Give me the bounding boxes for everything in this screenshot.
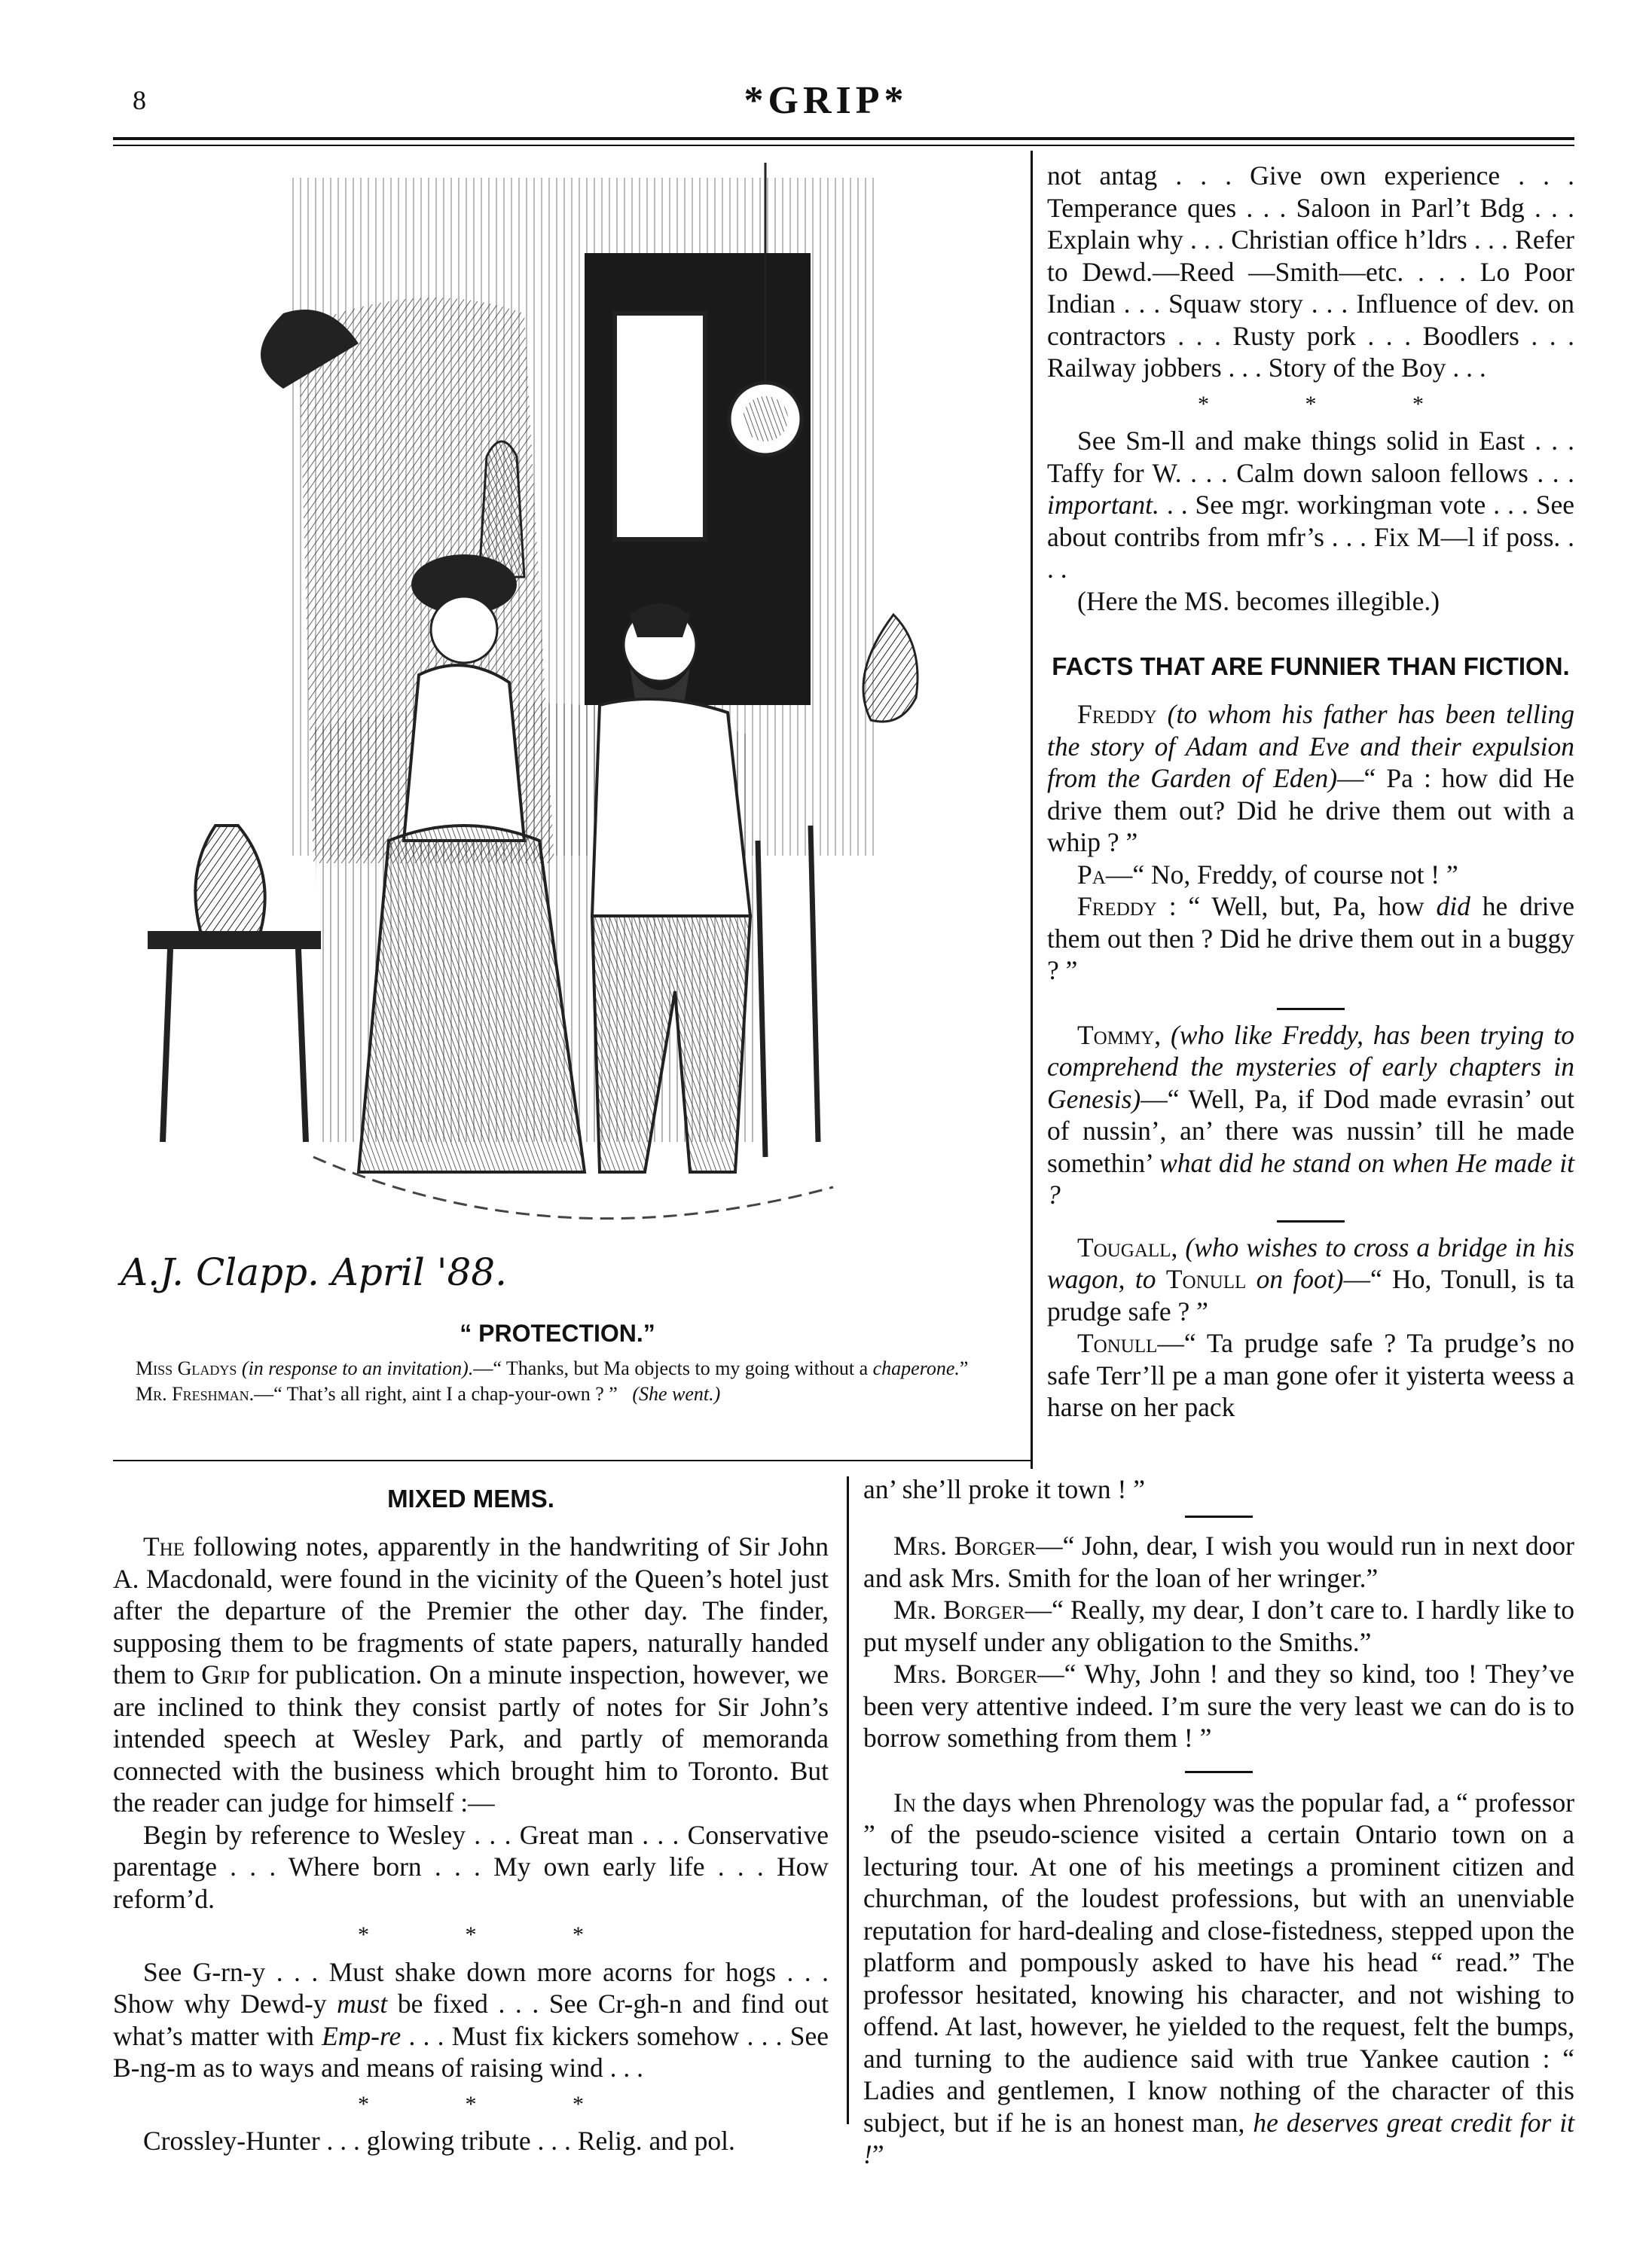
phrenology-italic: he deserves great credit for it ! bbox=[863, 2107, 1574, 2169]
freddy2-b: he drive them out then ? Did he drive them out in a buggy ? ” bbox=[1047, 891, 1575, 985]
mixed-mems-intro-b: for publication. On a minute inspection, however, we are inclined to think they consist partly of notes for Sir John’s intended speech at Wesley Park, and partly of memoranda connected with the business which brought him to Toronto. But the reader can judge for himself :— bbox=[113, 1659, 829, 1818]
notes-continued-para2 bbox=[1047, 425, 1574, 585]
mr-borger-line: —“ Really, my dear, I don’t care to. I hardly like to put myself under any obligation to the Smiths.” bbox=[863, 1595, 1574, 1657]
masthead-title: *GRIP* bbox=[744, 79, 908, 122]
protection-illustration bbox=[133, 163, 991, 1308]
right-column-bottom bbox=[863, 1511, 1574, 2171]
divider bbox=[1185, 1516, 1253, 1518]
speaker-gladys: Miss Gladys bbox=[136, 1357, 237, 1379]
mixed-mems-stars-1: * * * bbox=[358, 1922, 629, 1947]
gladys-close: ” bbox=[959, 1357, 969, 1379]
pa-para bbox=[1047, 859, 1574, 891]
speaker-freshman: Mr. Freshman. bbox=[136, 1383, 255, 1405]
notes-illegible: (Here the MS. becomes illegible.) bbox=[1077, 585, 1440, 616]
tougall-para bbox=[1047, 1232, 1574, 1328]
mixed-mems-intro bbox=[113, 1531, 829, 1819]
freddy-direction: (to whom his father has been telling the story of Adam and Eve and their expulsion from the Garden of Eden) bbox=[1047, 699, 1575, 793]
gladys-chaperone: chaperone. bbox=[872, 1357, 960, 1379]
mrs-borger-name-2: Mrs. Borger bbox=[893, 1659, 1038, 1689]
para2-b: be fixed . . . See Cr-gh-n and find out what’s matter with bbox=[113, 1989, 829, 2051]
mixed-mems-column bbox=[113, 1476, 829, 2157]
freddy-line: —“ Pa : how did He drive them out? Did he drive them out with a whip ? ” bbox=[1047, 763, 1574, 857]
mixed-mems-dropcap: The bbox=[143, 1531, 185, 1561]
borger-mrs1 bbox=[863, 1530, 1574, 1594]
mrs-borger-line1: —“ John, dear, I wish you would run in next door and ask Mrs. Smith for the loan of her wringer.” bbox=[863, 1531, 1574, 1593]
mixed-mems-para1: Begin by reference to Wesley . . . Great man . . . Conservative parentage . . . Where born . . . My own early life . . . How reform’d. bbox=[113, 1819, 829, 1914]
tonull-para bbox=[1047, 1327, 1574, 1424]
section-stars: * * * bbox=[1198, 391, 1469, 417]
column-divider-upper bbox=[1031, 151, 1033, 1469]
header-rule bbox=[113, 137, 1574, 140]
phrenology-dropcap: In bbox=[893, 1787, 916, 1818]
tommy-a: —“ Well, Pa, if Dod made evrasin’ out of nussin’, an’ there was nussin’ till he made somethin’ bbox=[1047, 1083, 1574, 1178]
freshman-text: —“ That’s all right, aint I a chap-your-own ? ” bbox=[254, 1383, 618, 1405]
para2-text-b: . . See mgr. workingman vote . . . See about contribs from mfr’s . . . Fix M—l if poss. . . . bbox=[1047, 490, 1574, 584]
pa-name: Pa bbox=[1077, 859, 1106, 890]
caption-line-gladys bbox=[136, 1356, 1002, 1381]
mrs-borger-line2: —“ Why, John ! and they so kind, too ! They’ve been very attentive indeed. I’m sure the very least we can do is to borrow something from them ! ” bbox=[863, 1659, 1574, 1753]
right-column-top bbox=[1047, 160, 1574, 1424]
freshman-direction: (She went.) bbox=[632, 1383, 721, 1405]
freddy2-para bbox=[1047, 890, 1574, 987]
header-rule-inner bbox=[113, 145, 1574, 146]
borger-mr bbox=[863, 1594, 1574, 1658]
illustration-bottom-rule bbox=[113, 1460, 1032, 1461]
mrs-borger-name: Mrs. Borger bbox=[893, 1531, 1037, 1561]
gladys-text: —“ Thanks, but Ma objects to my going without a bbox=[473, 1357, 869, 1379]
pa-line: —“ No, Freddy, of course not ! ” bbox=[1105, 859, 1458, 890]
tonull-line: —“ Ta prudge safe ? Ta prudge’s no safe Terr’ll pe a man gone ofer it yisterta weess a harse on her pack bbox=[1047, 1328, 1574, 1422]
gladys-direction: (in response to an invitation). bbox=[241, 1357, 474, 1379]
divider bbox=[1277, 1220, 1345, 1223]
tougall-tonull: Tonull bbox=[1165, 1264, 1247, 1294]
freddy2-a: : “ Well, but, Pa, how bbox=[1168, 891, 1425, 921]
notes-continued-para1: not antag . . . Give own experience . . . Temperance ques . . . Saloon in Parl’t Bdg . . . Explain why . . . Christian office h’ldrs . . . Refer to Dewd.—Reed —Smith—etc. . . . Lo Poor Indian . . . Squaw story . . . Influence of dev. on contractors . . . Rusty pork . . . Boodlers . . . Railway jobbers . . . Story of the Boy . . . bbox=[1047, 160, 1574, 383]
para2-empire: Emp-re bbox=[322, 2020, 402, 2051]
freddy2-name: Freddy bbox=[1077, 891, 1157, 921]
phrenology-text: the days when Phrenology was the popular fad, a “ professor ” of the pseudo-science visited a certain Ontario town on a lecturing tour. At one of his meetings a prominent citizen and churchman, of the loudest professions, but with an unenviable reputation for hard-dealing and close-fistedness, stepped upon the platform and pompously asked to have his head “ read.” The professor hesitated, knowing his character, and not wishing to offend. At last, however, he yielded to the request, felt the bumps, and turning to the audience said with true Yankee caution : “ Ladies and gentlemen, I know nothing of the character of this subject, but if he is an honest man, bbox=[863, 1787, 1575, 2138]
tommy-name: Tommy, bbox=[1077, 1019, 1162, 1050]
divider bbox=[1277, 1008, 1345, 1010]
para2-text-a: See Sm-ll and make things solid in East . . . Taffy for W. . . . Calm down saloon fellows . . . bbox=[1047, 426, 1574, 488]
facts-heading: FACTS THAT ARE FUNNIER THAN FICTION. bbox=[1052, 652, 1570, 680]
mixed-mems-para2 bbox=[113, 1956, 829, 2084]
mixed-mems-grip: Grip bbox=[201, 1659, 250, 1690]
artist-signature: A.J. Clapp. April '88. bbox=[121, 1250, 507, 1294]
tommy-italic: what did he stand on when He made it ? bbox=[1047, 1147, 1575, 1210]
mixed-mems-stars-2: * * * bbox=[358, 2091, 629, 2117]
mixed-mems-para3: Crossley-Hunter . . . glowing tribute . . . Relig. and pol. bbox=[143, 2126, 735, 2156]
column-divider-lower bbox=[847, 1476, 849, 2124]
borger-mrs2 bbox=[863, 1658, 1574, 1754]
tougall-direction: (who wishes to cross a bridge in his wagon, to bbox=[1047, 1232, 1575, 1294]
tonull-tail: an’ she’ll proke it town ! ” bbox=[863, 1474, 1145, 1504]
tougall-name: Tougall, bbox=[1077, 1232, 1178, 1262]
illustration-caption bbox=[136, 1356, 1002, 1407]
mr-borger-name: Mr. Borger bbox=[893, 1595, 1025, 1625]
mixed-mems-heading: MIXED MEMS. bbox=[387, 1485, 554, 1513]
illustration-caption-title: “ PROTECTION.” bbox=[460, 1320, 655, 1347]
para2-must: must bbox=[337, 1989, 388, 2019]
freddy2-did: did bbox=[1436, 891, 1470, 921]
tommy-direction: (who like Freddy, has been trying to comprehend the mysteries of early chapters in Genesis) bbox=[1047, 1019, 1575, 1114]
freddy-name: Freddy bbox=[1077, 699, 1157, 729]
tougall-line: —“ Ho, Tonull, is ta prudge safe ? ” bbox=[1047, 1264, 1575, 1326]
para2-important: important. bbox=[1047, 490, 1159, 520]
mixed-mems-intro-a: following notes, apparently in the handwriting of Sir John A. Macdonald, were found in the vicinity of the Queen’s hotel just after the departure of the Premier the other day. The finder, supposing them to be fragments of state papers, naturally handed them to bbox=[113, 1531, 829, 1690]
caption-line-freshman bbox=[136, 1381, 1002, 1407]
phrenology-close: ” bbox=[872, 2139, 884, 2169]
phrenology-para bbox=[863, 1787, 1574, 2171]
freddy-para bbox=[1047, 698, 1574, 859]
page-number: 8 bbox=[133, 85, 146, 115]
para2-c: . . . Must fix kickers somehow . . . See B-ng-m as to ways and means of raising wind . . . bbox=[113, 2020, 829, 2083]
tonull-name: Tonull bbox=[1077, 1328, 1158, 1358]
tommy-para bbox=[1047, 1019, 1574, 1211]
divider bbox=[1185, 1771, 1253, 1773]
tougall-direction2: on foot) bbox=[1256, 1264, 1344, 1294]
para2-a: See G-rn-y . . . Must shake down more acorns for hogs . . . Show why Dewd-y bbox=[113, 1956, 829, 2019]
